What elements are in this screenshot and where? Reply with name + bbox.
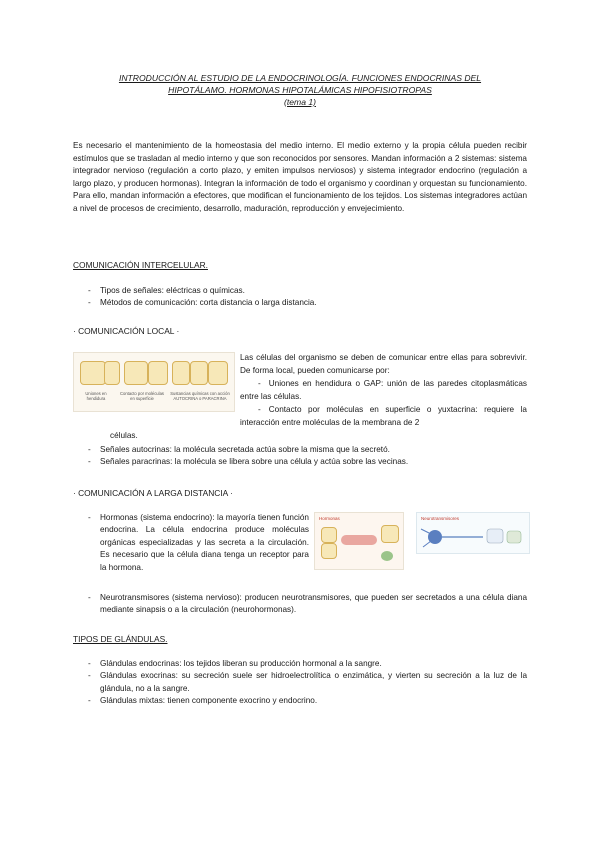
cell-shape bbox=[208, 361, 228, 385]
larga-list-1 bbox=[73, 512, 309, 574]
heading-local: · COMUNICACIÓN LOCAL · bbox=[73, 326, 180, 336]
heading-intercelular: COMUNICACIÓN INTERCELULAR. bbox=[73, 260, 208, 270]
local-juxtacrine-text: Contacto por moléculas en superficie o yuxtacrina: requiere la interacción entre moléculas de la membrana de 2 bbox=[240, 405, 527, 427]
glandulas-list bbox=[73, 658, 527, 708]
list-item: - Señales paracrinas: la molécula se libera sobre una célula y actúa sobre las vecinas. bbox=[73, 456, 527, 468]
cell-shape bbox=[80, 361, 106, 385]
local-juxtacrine: - Contacto por moléculas en superficie o yuxtacrina: requiere la interacción entre moléculas de la membrana de 2 bbox=[240, 405, 527, 427]
list-item: - Métodos de comunicación: corta distancia o larga distancia. bbox=[73, 297, 527, 309]
figure-caption: Sustancias químicas con acción AUTOCRINA o PARACRINA bbox=[170, 391, 230, 401]
heading-glandulas: TIPOS DE GLÁNDULAS. bbox=[73, 634, 168, 644]
list-item: - Señales autocrinas: la molécula secretada actúa sobre la misma que la secretó. bbox=[73, 444, 527, 456]
endocrine-cell-shape bbox=[321, 527, 337, 543]
list-item: - Hormonas (sistema endocrino): la mayoría tienen función endocrina. La célula endocrina produce moléculas orgánicas especializadas y las secreta a la circulación. Es necesario que la célula diana tenga un receptor para la hormona. bbox=[73, 512, 309, 574]
larga-list-2 bbox=[73, 592, 527, 617]
target-cell-shape bbox=[381, 551, 393, 561]
neurotransmitter-figure bbox=[416, 512, 530, 554]
title-line-2: HIPOTÁLAMO. HORMONAS HIPOTALÁMICAS HIPOFISIOTROPAS bbox=[168, 85, 432, 95]
list-item: - Glándulas exocrinas: su secreción suele ser hidroelectrolítica o enzimática, y vierten su secreción a la luz de la glándula, no a la sangre. bbox=[73, 670, 527, 695]
target-cell-shape bbox=[381, 525, 399, 543]
neurotransmitter-figure-label: Neurotransmisores bbox=[421, 516, 460, 521]
cell-shape bbox=[148, 361, 168, 385]
title-line-1: INTRODUCCIÓN AL ESTUDIO DE LA ENDOCRINOLOGÍA. FUNCIONES ENDOCRINAS DEL bbox=[118, 73, 482, 83]
cell-shape bbox=[190, 361, 208, 385]
local-communication-figure bbox=[73, 352, 235, 412]
figure-caption: Uniones en hendidura bbox=[85, 391, 107, 401]
list-item: - Tipos de señales: eléctricas o químicas. bbox=[73, 285, 527, 297]
list-item: - Neurotransmisores (sistema nervioso): producen neurotransmisores, que pueden ser secretados a una célula diana mediante sinapsis o a la circulación (neurohormonas). bbox=[73, 592, 527, 617]
endocrine-cell-shape bbox=[321, 543, 337, 559]
document-title bbox=[70, 72, 530, 108]
title-line-3: (tema 1) bbox=[284, 97, 316, 107]
hormone-figure-label: Hormonas bbox=[319, 516, 340, 521]
cell-shape bbox=[172, 361, 190, 385]
cell-shape bbox=[104, 361, 120, 385]
cell-shape bbox=[124, 361, 148, 385]
local-gap-junctions: - Uniones en hendidura o GAP: unión de las paredes citoplasmáticas entre las células. bbox=[240, 379, 527, 401]
hormone-figure bbox=[314, 512, 404, 570]
neuron-diagram-icon bbox=[417, 513, 529, 553]
local-intro: Las células del organismo se deben de comunicar entre ellas para sobrevivir. De forma local, pueden comunicarse por: bbox=[240, 353, 527, 375]
list-item: - Glándulas endocrinas: los tejidos liberan su producción hormonal a la sangre. bbox=[73, 658, 527, 670]
local-list bbox=[73, 444, 527, 469]
figure-caption: Contacto por moléculas en superficie bbox=[120, 391, 164, 401]
local-juxtacrine-end: células. bbox=[110, 431, 138, 440]
list-item: - Glándulas mixtas: tienen componente exocrino y endocrino. bbox=[73, 695, 527, 707]
intercelular-list bbox=[73, 285, 527, 310]
intro-paragraph: Es necesario el mantenimiento de la homeostasia del medio interno. El medio externo y la propia célula pueden recibir estímulos que se trasladan al medio interno y que son reconocidos por sensores. Mandan información a 2 sistemas: sistema integrador nervioso (regulación a corto plazo, y emiten impulsos nerviosos) y sistema integrador endocrino (regulación a largo plazo, y producen hormonas). Integran la información de todo el organismo y coordinan y orquestan su funcionamiento. Para ello, mandan información a efectores, que modifican el funcionamiento de los tejidos. Los sistemas integradores actúan a nivel de procesos de crecimiento, desarrollo, maduración, reproducción y envejecimiento. bbox=[73, 141, 527, 213]
heading-larga: · COMUNICACIÓN A LARGA DISTANCIA · bbox=[73, 488, 233, 498]
blood-vessel-shape bbox=[341, 535, 377, 545]
local-gap-text: Uniones en hendidura o GAP: unión de las paredes citoplasmáticas entre las células. bbox=[240, 379, 527, 401]
